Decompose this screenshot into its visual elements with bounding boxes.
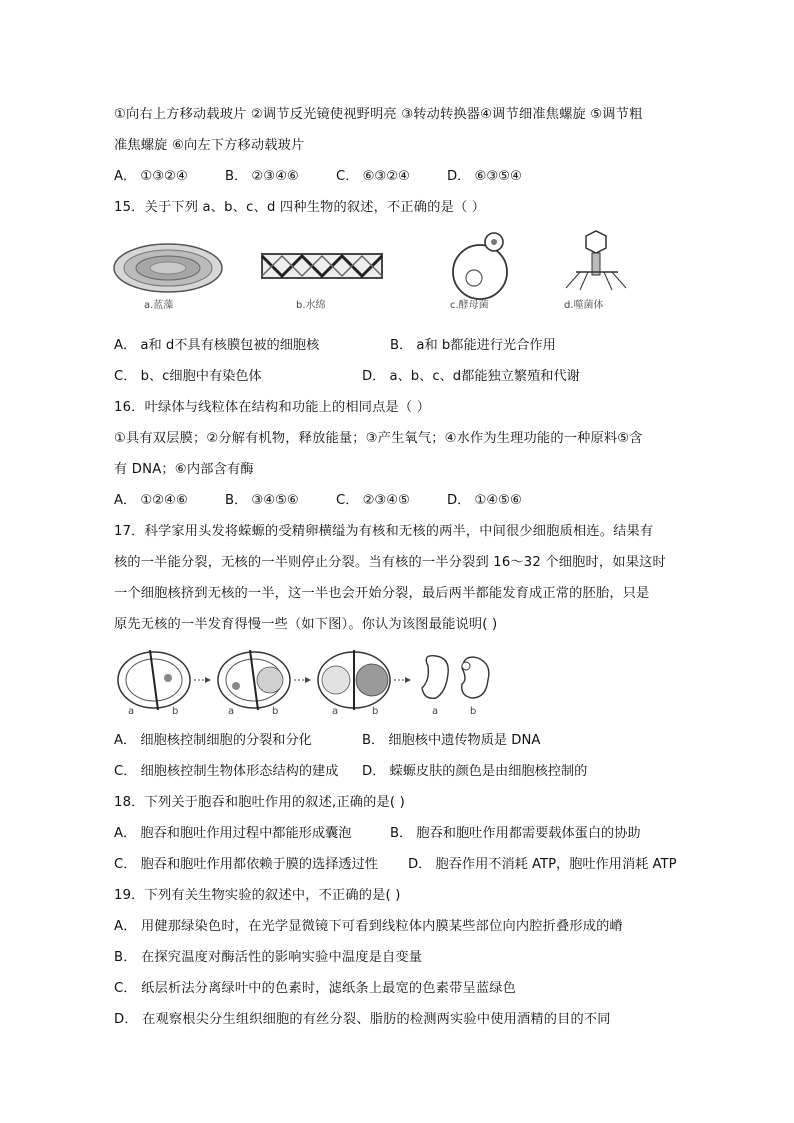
label-b-2: b bbox=[272, 706, 279, 717]
q16-option-b: B． ③④⑤⑥ bbox=[225, 493, 299, 508]
yeast-figure bbox=[453, 233, 507, 299]
cyanobacteria-figure bbox=[114, 244, 222, 292]
q17-text-line3: 一个细胞核挤到无核的一半，这一半也会开始分裂，最后两半都能发育成正常的胚胎，只是 bbox=[114, 586, 650, 601]
q16-option-a: A． ①②④⑥ bbox=[114, 493, 188, 508]
label-a-2: a bbox=[228, 706, 235, 717]
q18-option-d: D． 胞吞作用不消耗 ATP，胞吐作用消耗 ATP bbox=[408, 857, 677, 872]
q19-option-d: D． 在观察根尖分生组织细胞的有丝分裂、脂肪的检测两实验中使用酒精的目的不同 bbox=[114, 1012, 611, 1027]
q15-option-d: D． a、b、c、d都能独立繁殖和代谢 bbox=[362, 369, 580, 384]
q16-text-line1: ①具有双层膜；②分解有机物，释放能量；③产生氧气；④水作为生理功能的一种原料⑤含 bbox=[114, 431, 643, 446]
q15-option-c: C． b、c细胞中有染色体 bbox=[114, 369, 262, 384]
q18-option-c: C． 胞吞和胞吐作用都依赖于膜的选择透过性 bbox=[114, 857, 378, 872]
stage-4-embryos bbox=[422, 656, 489, 699]
q15-option-b: B． a和 b都能进行光合作用 bbox=[390, 338, 556, 353]
label-b-4: b bbox=[470, 706, 477, 717]
q15-organisms-figure bbox=[110, 228, 630, 322]
stage-1-egg bbox=[118, 650, 190, 710]
q19-option-b: B． 在探究温度对酶活性的影响实验中温度是自变量 bbox=[114, 950, 423, 965]
q15-stem: 15．关于下列 a、b、c、d 四种生物的叙述，不正确的是（ ） bbox=[114, 200, 486, 215]
label-b-1: b bbox=[172, 706, 179, 717]
q17-option-b: B． 细胞核中遗传物质是 DNA bbox=[362, 733, 541, 748]
q16-stem: 16．叶绿体与线粒体在结构和功能上的相同点是（ ） bbox=[114, 400, 431, 415]
q16-text-line2: 有 DNA；⑥内部含有酶 bbox=[114, 462, 254, 477]
q17-text-line4: 原先无核的一半发育得慢一些（如下图）。你认为该图最能说明( ) bbox=[114, 617, 498, 632]
q14-option-a: A． ①③②④ bbox=[114, 169, 188, 184]
q16-option-d: D． ①④⑤⑥ bbox=[447, 493, 522, 508]
spirogyra-figure bbox=[262, 254, 382, 278]
q14-text-line2: 准焦螺旋 ⑥向左下方移动载玻片 bbox=[114, 138, 305, 153]
q15-option-a: A． a和 d不具有核膜包被的细胞核 bbox=[114, 338, 320, 353]
q14-option-c: C． ⑥③②④ bbox=[336, 169, 410, 184]
label-a-4: a bbox=[432, 706, 439, 717]
caption-b: b.水绵 bbox=[296, 300, 326, 311]
q14-option-d: D． ⑥③⑤④ bbox=[447, 169, 522, 184]
label-a-3: a bbox=[332, 706, 339, 717]
q17-text-line2: 核的一半能分裂，无核的一半则停止分裂。当有核的一半分裂到 16～32 个细胞时，如果这时 bbox=[114, 555, 666, 570]
q17-option-c: C． 细胞核控制生物体形态结构的建成 bbox=[114, 764, 339, 779]
stage-3-egg bbox=[318, 650, 390, 710]
q17-text-line1: 17．科学家用头发将蝾螈的受精卵横缢为有核和无核的两半，中间很少细胞质相连。结果有 bbox=[114, 524, 654, 539]
q17-option-d: D． 蝾螈皮肤的颜色是由细胞核控制的 bbox=[362, 764, 588, 779]
q18-option-a: A． 胞吞和胞吐作用过程中都能形成囊泡 bbox=[114, 826, 352, 841]
stage-2-egg bbox=[218, 650, 290, 710]
q19-option-c: C． 纸层析法分离绿叶中的色素时，滤纸条上最宽的色素带呈蓝绿色 bbox=[114, 981, 517, 996]
label-a-1: a bbox=[128, 706, 135, 717]
caption-d: d.噬菌体 bbox=[564, 300, 604, 311]
q16-option-c: C． ②③④⑤ bbox=[336, 493, 410, 508]
q14-option-b: B． ②③④⑥ bbox=[225, 169, 299, 184]
q18-option-b: B． 胞吞和胞吐作用都需要载体蛋白的协助 bbox=[390, 826, 641, 841]
q19-option-a: A． 用健那绿染色时，在光学显微镜下可看到线粒体内膜某些部位向内腔折叠形成的嵴 bbox=[114, 919, 623, 934]
q17-option-a: A． 细胞核控制细胞的分裂和分化 bbox=[114, 733, 312, 748]
bacteriophage-figure bbox=[566, 231, 626, 290]
caption-c: c.酵母菌 bbox=[450, 300, 489, 311]
label-b-3: b bbox=[372, 706, 379, 717]
q19-stem: 19．下列有关生物实验的叙述中，不正确的是( ) bbox=[114, 888, 401, 903]
q14-text-line1: ①向右上方移动载玻片 ②调节反光镜使视野明亮 ③转动转换器④调节细准焦螺旋 ⑤调节粗 bbox=[114, 107, 643, 122]
q17-salamander-egg-figure bbox=[110, 648, 510, 718]
q18-stem: 18．下列关于胞吞和胞吐作用的叙述,正确的是( ) bbox=[114, 795, 406, 810]
caption-a: a.蓝藻 bbox=[144, 300, 174, 311]
